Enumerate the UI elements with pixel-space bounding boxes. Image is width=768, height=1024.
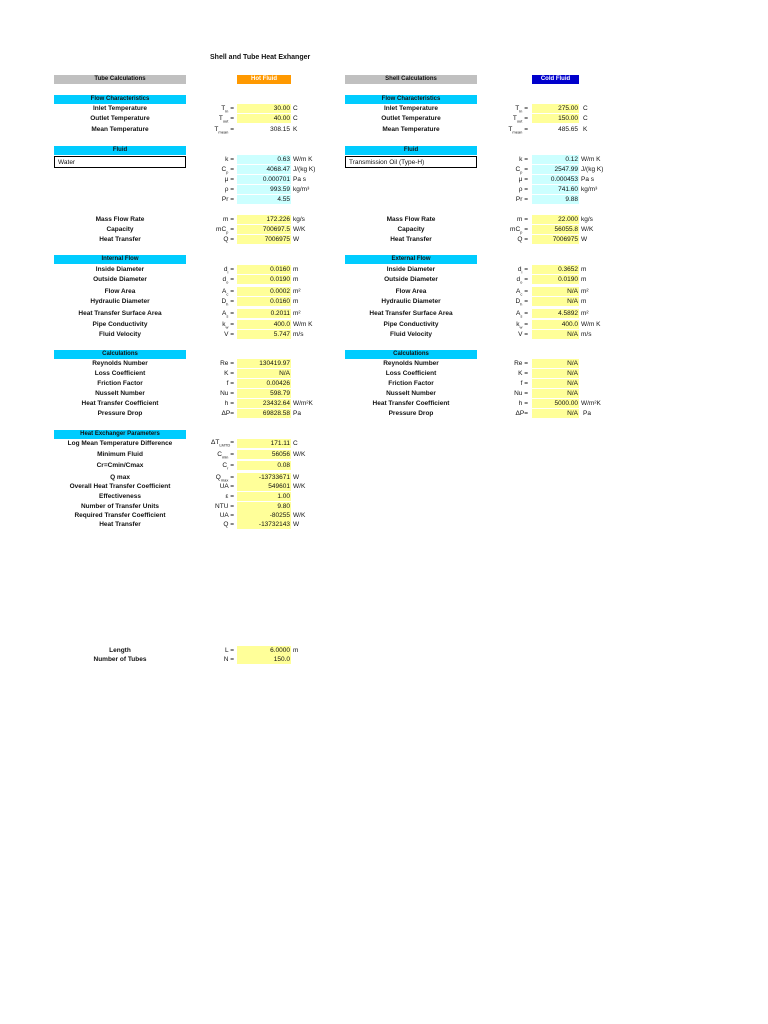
qmax-value: -13733671 xyxy=(237,473,291,482)
tube-hyd-d-label: Hydraulic Diameter xyxy=(90,298,150,305)
cold-outside-d-unit: m xyxy=(581,276,587,283)
hot-mean-temp-value: 308.15 xyxy=(270,126,290,133)
hot-m-symbol: m = xyxy=(222,216,234,223)
lmtd-symbol: $\Delta T_{LMTD}=$ xyxy=(211,439,234,448)
hot-loss-value: N/A xyxy=(237,369,291,378)
cold-ht-area-value: 4.5892 xyxy=(532,309,579,318)
shell-calculations-header: Shell Calculations xyxy=(345,75,477,84)
hot-pr-symbol: Pr = xyxy=(221,196,234,203)
cold-q-symbol: Q = xyxy=(517,236,528,243)
shell-velocity-label: Fluid Velocity xyxy=(390,331,432,338)
cold-cp-value: 2547.99 xyxy=(532,165,579,174)
cold-m-symbol: m = xyxy=(516,216,528,223)
hot-dh-symbol: $D_h$ = xyxy=(221,298,234,307)
cold-hyd-d-value: N/A xyxy=(532,297,579,306)
cold-mean-temp-value: 485.65 xyxy=(558,126,578,133)
shell-calculations-section-header: Calculations xyxy=(345,350,477,359)
ntu-value: 9.80 xyxy=(237,502,291,511)
cold-k-unit: W/m K xyxy=(581,156,601,163)
shell-htc-label: Heat Transfer Coefficient xyxy=(372,400,450,407)
hx-heat-transfer-value: -13732143 xyxy=(237,520,291,529)
cold-kw-symbol: $k_w$ = xyxy=(516,321,528,330)
length-input[interactable]: 6.0000 xyxy=(237,646,291,655)
shell-flow-characteristics-header: Flow Characteristics xyxy=(345,95,477,104)
tube-calculations-header: Tube Calculations xyxy=(54,75,186,84)
qmax-unit: W xyxy=(293,474,300,481)
hot-fluid-select[interactable]: Water xyxy=(54,156,186,168)
hot-inlet-temp-input[interactable]: 30.00 xyxy=(237,104,291,113)
cold-rho-value: 741.60 xyxy=(532,185,579,194)
ua-overall-value: 549601 xyxy=(237,482,291,491)
hot-inside-d-unit: m xyxy=(293,266,299,273)
sheet-title: Shell and Tube Heat Exhanger xyxy=(210,54,311,61)
hot-k-unit: W/m K xyxy=(293,156,313,163)
hot-heat-transfer-value: 7006975 xyxy=(237,235,291,244)
hot-f-symbol: f = xyxy=(226,380,234,387)
cold-k-symbol: k = xyxy=(519,156,528,163)
tube-tout-symbol: $T_{out}$ = xyxy=(218,115,234,124)
shell-hyd-d-label: Hydraulic Diameter xyxy=(381,298,441,305)
ua-req-unit: W/K xyxy=(293,512,306,519)
ua-overall-label: Overall Heat Transfer Coefficient xyxy=(69,483,171,490)
cold-heat-transfer-unit: W xyxy=(581,236,588,243)
ntu-symbol: NTU = xyxy=(215,503,234,510)
cold-cp-symbol: $C_p$ = xyxy=(515,166,528,175)
tube-flow-characteristics-header: Flow Characteristics xyxy=(54,95,186,104)
cold-inlet-temp-unit: C xyxy=(583,105,588,112)
cold-capacity-value: 56055.8 xyxy=(532,225,579,234)
tube-dp-label: Pressure Drop xyxy=(97,410,143,417)
hot-htc-unit: W/m²K xyxy=(293,400,313,407)
cold-re-value: N/A xyxy=(532,359,579,368)
hot-as-symbol: $A_s$ = xyxy=(222,310,234,319)
shell-capacity-label: Capacity xyxy=(397,226,425,233)
tube-mass-flow-label: Mass Flow Rate xyxy=(95,216,145,223)
tube-loss-label: Loss Coefficient xyxy=(94,370,146,377)
tube-outlet-temp-label: Outlet Temperature xyxy=(90,115,150,122)
hot-dp-value: 69828.58 xyxy=(237,409,291,418)
cold-mcp-symbol: $mC_p$ = xyxy=(510,226,528,235)
hot-outside-d-input[interactable]: 0.0190 xyxy=(237,275,291,284)
cold-dp-unit: Pa xyxy=(583,410,591,417)
cold-outlet-temp-input[interactable]: 150.00 xyxy=(532,114,579,123)
hot-dp-unit: Pa xyxy=(293,410,301,417)
hot-capacity-unit: W/K xyxy=(293,226,306,233)
cold-pr-value: 9.88 xyxy=(532,195,579,204)
hot-cp-unit: J/(kg K) xyxy=(293,166,316,173)
hx-q-symbol: Q = xyxy=(223,521,234,528)
tube-heat-transfer-label: Heat Transfer xyxy=(99,236,141,243)
hot-pipe-k-unit: W/m K xyxy=(293,321,313,328)
cr-label: Cr=Cmin/Cmax xyxy=(96,462,144,469)
hot-outlet-temp-unit: C xyxy=(293,115,298,122)
hot-rho-value: 993.59 xyxy=(237,185,291,194)
cold-velocity-unit: m/s xyxy=(581,331,592,338)
hot-htc-value: 23432.64 xyxy=(237,399,291,408)
ua-req-value: -80255 xyxy=(237,511,291,520)
cold-cp-unit: J/(kg K) xyxy=(581,166,604,173)
hot-mu-symbol: μ = xyxy=(224,176,234,183)
cold-mass-flow-unit: kg/s xyxy=(581,216,593,223)
tube-fluid-header: Fluid xyxy=(54,146,186,155)
cold-di-symbol: $d_i$ = xyxy=(517,266,528,275)
cold-mu-value: 0.000453 xyxy=(532,175,579,184)
cold-inlet-temp-input[interactable]: 275.00 xyxy=(532,104,579,113)
hot-pr-value: 4.55 xyxy=(237,195,291,204)
cold-heat-transfer-value: 7006975 xyxy=(532,235,579,244)
cold-mean-temp-unit: K xyxy=(583,126,588,133)
shell-pipe-k-label: Pipe Conductivity xyxy=(383,321,439,328)
epsilon-symbol: ε = xyxy=(225,493,234,500)
hot-re-symbol: Re = xyxy=(220,360,234,367)
hot-flow-area-value: 0.0002 xyxy=(237,287,291,296)
hot-mu-unit: Pa s xyxy=(293,176,307,183)
hot-k-symbol: k = xyxy=(225,156,234,163)
tube-inside-d-label: Inside Diameter xyxy=(95,266,145,273)
cmin-symbol: $C_{min}$ = xyxy=(217,451,234,460)
hot-mass-flow-input[interactable]: 172.226 xyxy=(237,215,291,224)
cold-v-symbol: V = xyxy=(518,331,528,338)
hot-re-value: 130419.97 xyxy=(237,359,291,368)
cold-friction-value: N/A xyxy=(532,379,579,388)
shell-mean-temp-label: Mean Temperature xyxy=(382,126,440,133)
hot-outside-d-unit: m xyxy=(293,276,299,283)
shell-fluid-header: Fluid xyxy=(345,146,477,155)
tube-htc-label: Heat Transfer Coefficient xyxy=(81,400,159,407)
cold-ac-symbol: $A_c$ = xyxy=(516,288,528,297)
lmtd-value: 171.11 xyxy=(237,439,291,448)
hot-do-symbol: $d_o$ = xyxy=(222,276,234,285)
cr-symbol: $C_r$ = xyxy=(222,462,234,471)
shell-flow-area-label: Flow Area xyxy=(395,288,427,295)
tube-tin-symbol: $T_{in}$ = xyxy=(221,105,234,114)
tube-calculations-section-header: Calculations xyxy=(54,350,186,359)
hot-mu-value: 0.000701 xyxy=(237,175,291,184)
hx-heat-transfer-label: Heat Transfer xyxy=(99,521,141,528)
hot-cp-value: 4068.47 xyxy=(237,165,291,174)
hot-q-symbol: Q = xyxy=(223,236,234,243)
shell-outside-d-label: Outside Diameter xyxy=(384,276,438,283)
n-tubes-input[interactable]: 150.0 xyxy=(237,655,291,664)
cold-flow-area-value: N/A xyxy=(532,287,579,296)
hot-mean-temp-unit: K xyxy=(293,126,298,133)
shell-mass-flow-label: Mass Flow Rate xyxy=(386,216,436,223)
hot-di-symbol: $d_i$ = xyxy=(223,266,234,275)
hot-hyd-d-value: 0.0160 xyxy=(237,297,291,306)
shell-friction-label: Friction Factor xyxy=(388,380,434,387)
tube-inlet-temp-label: Inlet Temperature xyxy=(92,105,148,112)
shell-ht-area-label: Heat Transfer Surface Area xyxy=(369,310,453,317)
hot-outlet-temp-input[interactable]: 40.00 xyxy=(237,114,291,123)
hot-v-symbol: V = xyxy=(224,331,234,338)
cold-mu-unit: Pa s xyxy=(581,176,595,183)
hot-kw-symbol: $k_w$ = xyxy=(222,321,234,330)
cold-h-symbol: h = xyxy=(518,400,528,407)
qmax-label: Q max xyxy=(110,474,130,481)
cold-pipe-k-value: 400.0 xyxy=(532,320,579,329)
cold-velocity-value: N/A xyxy=(532,330,579,339)
internal-flow-header: Internal Flow xyxy=(54,255,186,264)
length-unit: m xyxy=(293,647,299,654)
tube-pipe-k-label: Pipe Conductivity xyxy=(92,321,148,328)
ua-symbol: UA = xyxy=(219,483,234,490)
cold-inside-d-unit: m xyxy=(581,266,587,273)
hx-params-header: Heat Exchanger Parameters xyxy=(54,430,186,439)
hot-velocity-unit: m/s xyxy=(293,331,304,338)
cold-outlet-temp-unit: C xyxy=(583,115,588,122)
n-tubes-symbol: N = xyxy=(223,656,234,663)
cold-pr-symbol: Pr = xyxy=(515,196,528,203)
length-symbol: L = xyxy=(225,647,234,654)
n-tubes-label: Number of Tubes xyxy=(93,656,147,663)
hot-k-value: 0.63 xyxy=(237,155,291,164)
cold-re-symbol: Re = xyxy=(514,360,528,367)
cold-loss-value: N/A xyxy=(532,369,579,378)
cold-do-symbol: $d_o$ = xyxy=(516,276,528,285)
cold-ht-area-unit: m² xyxy=(581,310,589,317)
ntu-label: Number of Transfer Units xyxy=(80,503,159,510)
tube-re-label: Reynolds Number xyxy=(92,360,148,367)
effectiveness-value: 1.00 xyxy=(237,492,291,501)
cr-value: 0.08 xyxy=(237,461,291,470)
cold-nu-value: N/A xyxy=(532,389,579,398)
tube-velocity-label: Fluid Velocity xyxy=(99,331,141,338)
hot-mcp-symbol: $mC_p$ = xyxy=(216,226,234,235)
cold-outside-d-value: 0.0190 xyxy=(532,275,579,284)
cold-k-loss-symbol: K = xyxy=(518,370,528,377)
cmin-unit: W/K xyxy=(293,451,306,458)
hot-inside-d-input[interactable]: 0.0160 xyxy=(237,265,291,274)
hot-ht-area-unit: m² xyxy=(293,310,301,317)
cold-rho-unit: kg/m³ xyxy=(581,186,598,193)
cold-mass-flow-input[interactable]: 22.000 xyxy=(532,215,579,224)
cmin-value: 56056 xyxy=(237,450,291,459)
hot-pipe-k-input[interactable]: 400.0 xyxy=(237,320,291,329)
hot-friction-value: 0.00426 xyxy=(237,379,291,388)
shell-tin-symbol: $T_{in}$ = xyxy=(515,105,528,114)
effectiveness-label: Effectiveness xyxy=(99,493,141,500)
cold-flow-area-unit: m² xyxy=(581,288,589,295)
hot-mass-flow-unit: kg/s xyxy=(293,216,305,223)
hx-heat-transfer-unit: W xyxy=(293,521,300,528)
shell-heat-transfer-label: Heat Transfer xyxy=(390,236,432,243)
tube-friction-label: Friction Factor xyxy=(97,380,143,387)
cold-capacity-unit: W/K xyxy=(581,226,594,233)
lmtd-label: Log Mean Temperature Difference xyxy=(67,440,173,447)
ua-req-label: Required Transfer Coefficient xyxy=(74,512,166,519)
hot-rho-unit: kg/m³ xyxy=(293,186,310,193)
cold-mu-symbol: μ = xyxy=(518,176,528,183)
cold-hyd-d-unit: m xyxy=(581,298,587,305)
cold-dp-value: N/A xyxy=(532,409,579,418)
hot-velocity-value: 5.747 xyxy=(237,330,291,339)
shell-outlet-temp-label: Outlet Temperature xyxy=(381,115,441,122)
cold-htc-input[interactable]: 5000.00 xyxy=(532,399,579,408)
shell-inlet-temp-label: Inlet Temperature xyxy=(383,105,439,112)
ua-req-symbol: UA = xyxy=(219,512,234,519)
length-label: Length xyxy=(109,647,131,654)
shell-nu-label: Nusselt Number xyxy=(386,390,436,397)
hot-inlet-temp-unit: C xyxy=(293,105,298,112)
hot-flow-area-unit: m² xyxy=(293,288,301,295)
cold-fluid-select[interactable]: Transmission Oil (Type-H) xyxy=(345,156,477,168)
hot-heat-transfer-unit: W xyxy=(293,236,300,243)
cold-dh-symbol: $D_h$ = xyxy=(515,298,528,307)
cold-k-value: 0.12 xyxy=(532,155,579,164)
shell-tout-symbol: $T_{out}$ = xyxy=(512,115,528,124)
hot-nu-symbol: Nu = xyxy=(220,390,234,397)
shell-tmean-symbol: $T_{mean}$ = xyxy=(508,126,528,135)
hot-k-loss-symbol: K = xyxy=(224,370,234,377)
hot-nu-value: 598.79 xyxy=(237,389,291,398)
hot-ht-area-value: 0.2011 xyxy=(237,309,291,318)
hot-cp-symbol: $C_p$ = xyxy=(221,166,234,175)
cold-pipe-k-unit: W/m K xyxy=(581,321,601,328)
hot-capacity-value: 700697.5 xyxy=(237,225,291,234)
qmax-symbol: $Q_{max}$ = xyxy=(215,474,234,483)
tube-mean-temp-label: Mean Temperature xyxy=(91,126,149,133)
external-flow-header: External Flow xyxy=(345,255,477,264)
cold-as-symbol: $A_s$ = xyxy=(516,310,528,319)
min-fluid-label: Minimum Fluid xyxy=(97,451,143,458)
hot-rho-symbol: ρ = xyxy=(224,186,234,193)
cold-f-symbol: f = xyxy=(520,380,528,387)
tube-tmean-symbol: $T_{mean}$ = xyxy=(214,126,234,135)
ua-overall-unit: W/K xyxy=(293,483,306,490)
hot-dp-symbol: ΔP= xyxy=(221,410,234,417)
tube-ht-area-label: Heat Transfer Surface Area xyxy=(78,310,162,317)
cold-fluid-header: Cold Fluid xyxy=(532,75,579,84)
shell-re-label: Reynolds Number xyxy=(383,360,439,367)
shell-loss-label: Loss Coefficient xyxy=(385,370,437,377)
hot-hyd-d-unit: m xyxy=(293,298,299,305)
tube-flow-area-label: Flow Area xyxy=(104,288,136,295)
shell-dp-label: Pressure Drop xyxy=(388,410,434,417)
cold-inside-d-input[interactable]: 0.3652 xyxy=(532,265,579,274)
tube-capacity-label: Capacity xyxy=(106,226,134,233)
cold-rho-symbol: ρ = xyxy=(518,186,528,193)
hot-ac-symbol: $A_c$ = xyxy=(222,288,234,297)
tube-nu-label: Nusselt Number xyxy=(95,390,145,397)
shell-inside-d-label: Inside Diameter xyxy=(386,266,436,273)
cold-htc-unit: W/m²K xyxy=(581,400,601,407)
cold-nu-symbol: Nu = xyxy=(514,390,528,397)
cold-dp-symbol: ΔP= xyxy=(515,410,528,417)
tube-outside-d-label: Outside Diameter xyxy=(93,276,147,283)
hot-h-symbol: h = xyxy=(224,400,234,407)
lmtd-unit: C xyxy=(293,440,298,447)
hot-fluid-header: Hot Fluid xyxy=(237,75,291,84)
